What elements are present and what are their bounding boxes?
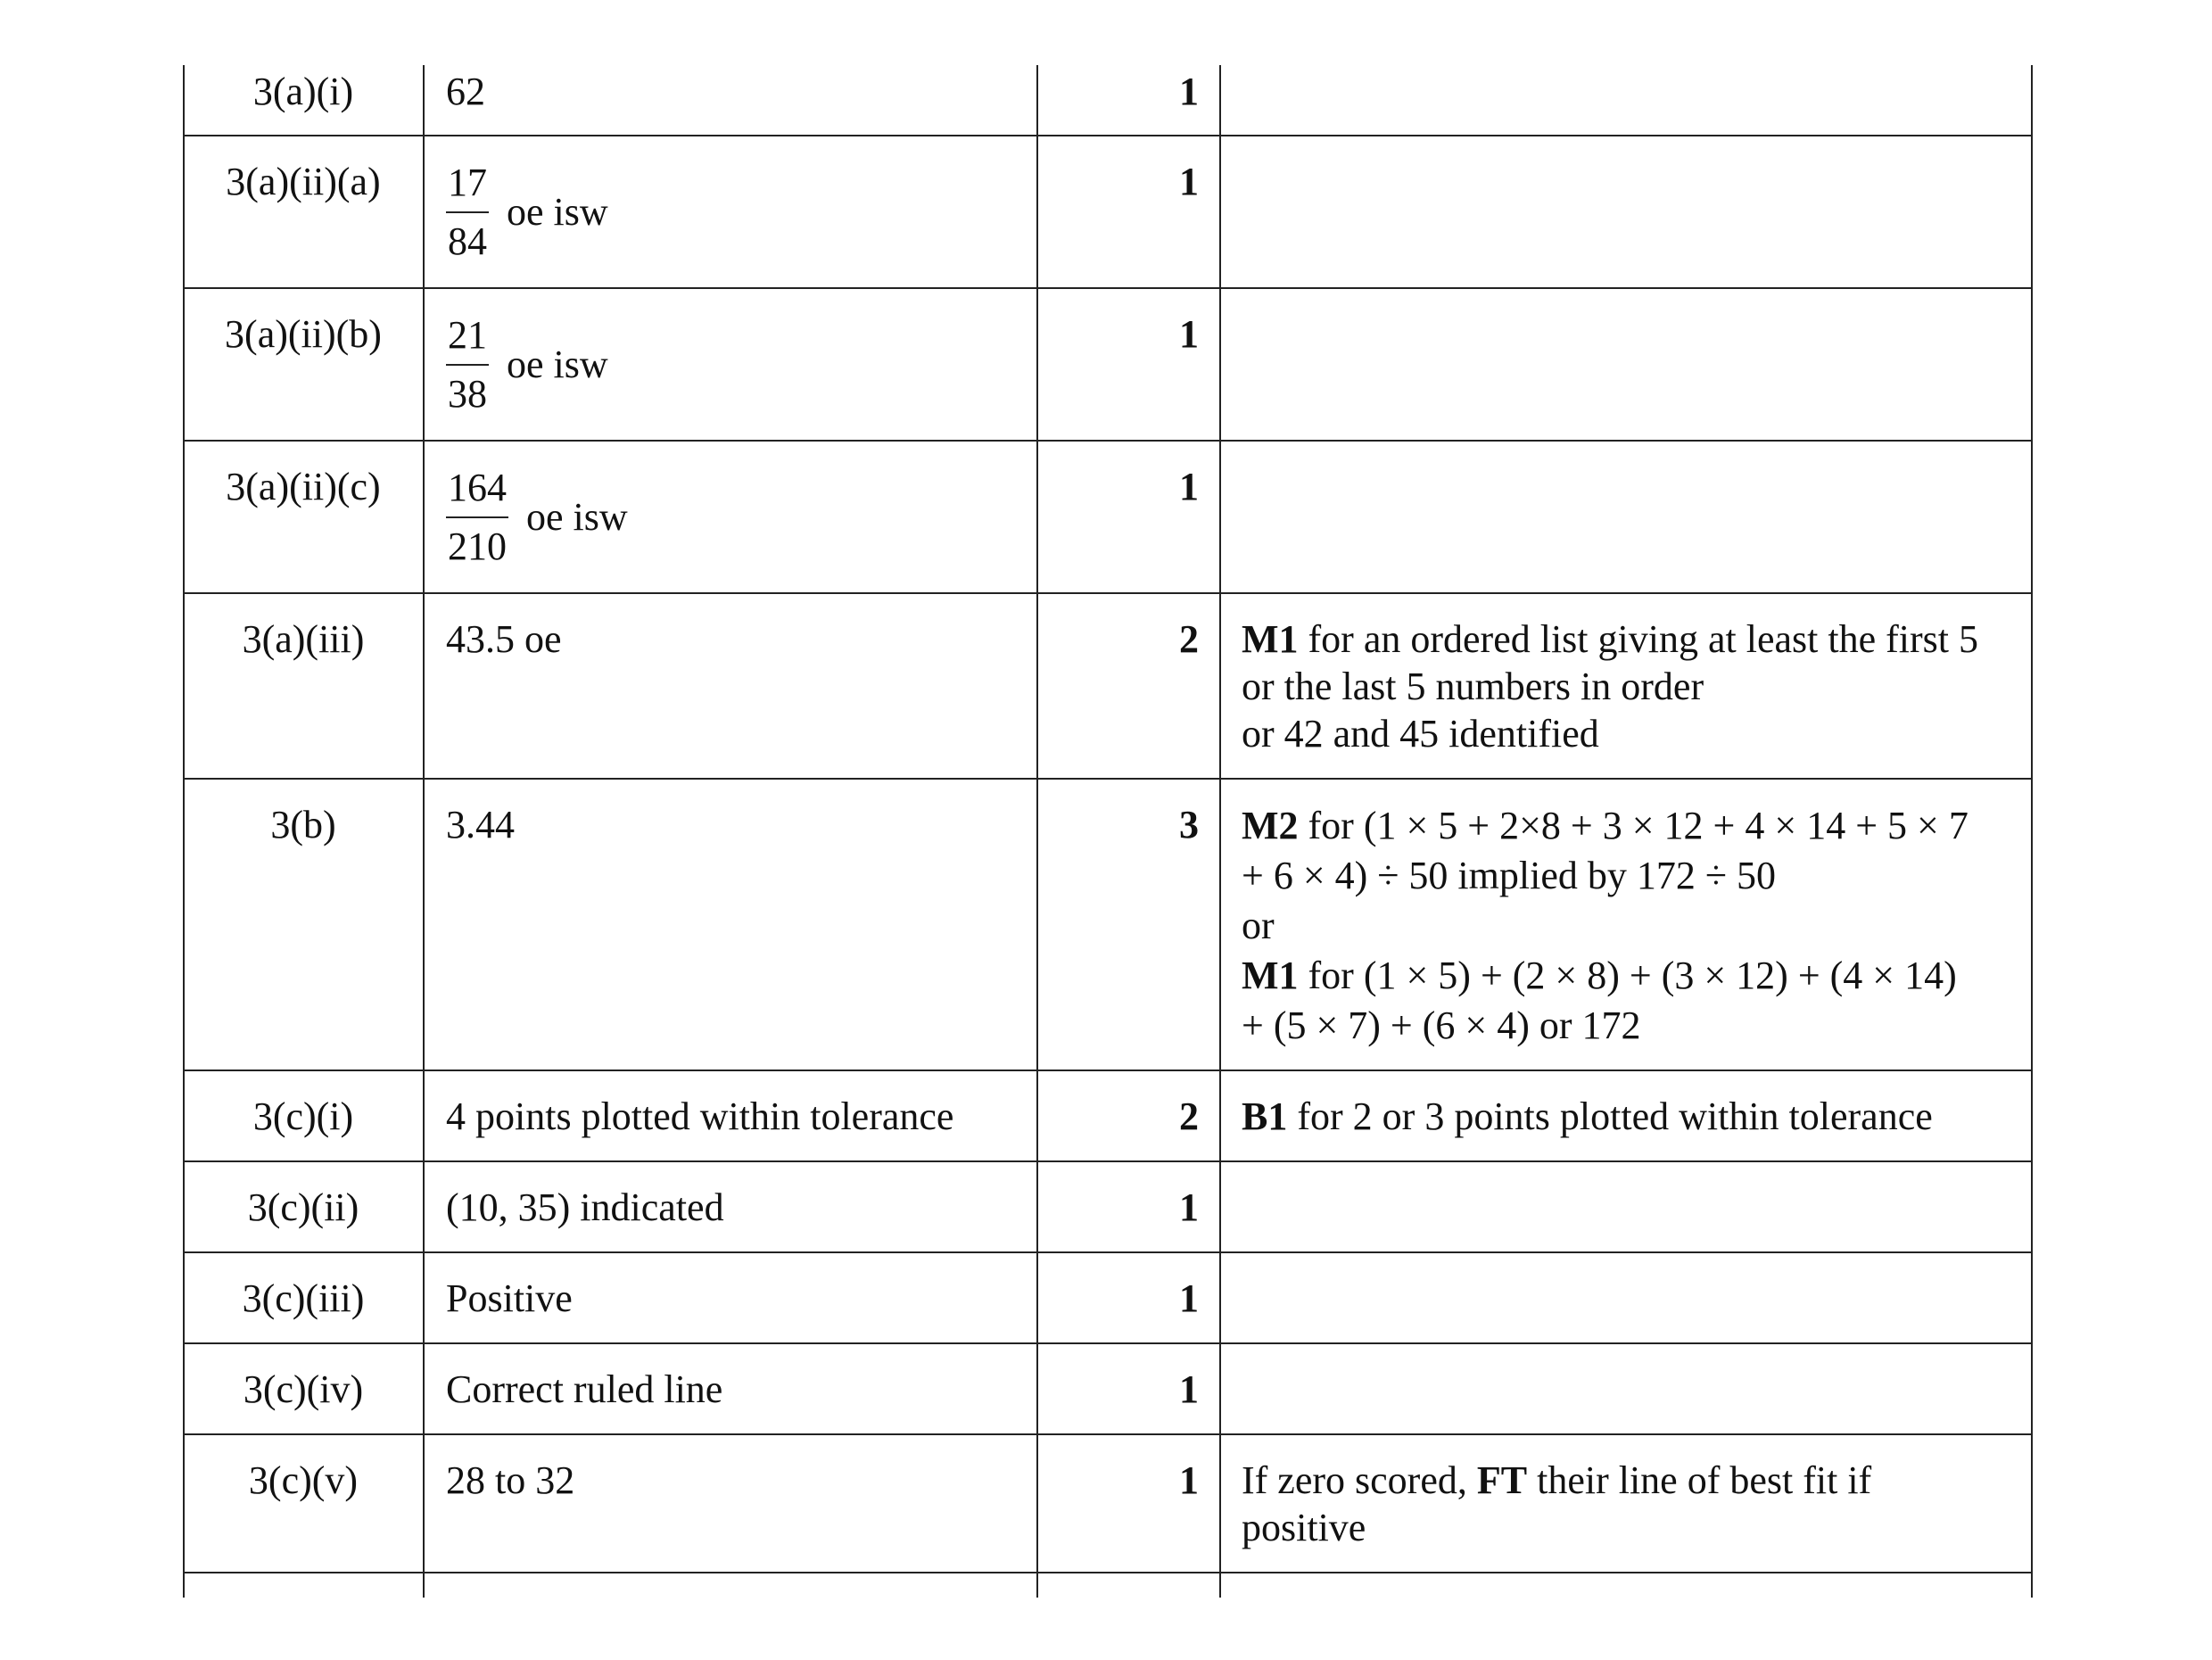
partial-marks (1222, 1435, 2032, 1572)
question-number: 3(a)(iii) (242, 617, 365, 661)
fraction-numerator: 17 (446, 160, 489, 213)
fraction-denominator: 210 (448, 524, 507, 568)
partial-marks (1222, 289, 2032, 440)
fraction-denominator: 84 (448, 219, 487, 263)
fraction-denominator: 38 (448, 372, 487, 416)
answer-suffix: oe isw (507, 343, 608, 386)
partial-marks (1222, 442, 2032, 592)
question-number: 3(c)(i) (252, 1094, 354, 1138)
marks: 1 (1179, 1185, 1199, 1229)
note-text: or 42 and 45 identified (1242, 712, 1599, 756)
answer: 3.44 (446, 803, 515, 847)
fraction-numerator: 164 (446, 465, 508, 518)
answer (425, 289, 1036, 440)
note-text: for 2 or 3 points plotted within tolerance (1287, 1094, 1933, 1138)
marks: 1 (1179, 465, 1199, 508)
answer: Correct ruled line (446, 1367, 723, 1411)
mark-code: M2 (1242, 804, 1299, 847)
note-text: + (5 × 7) + (6 × 4) or 172 (1242, 1003, 1641, 1047)
answer: 62 (446, 70, 485, 113)
table-row (184, 780, 2032, 1071)
note-text: for an ordered list giving at least the first 5 (1298, 617, 1978, 661)
mark-code: FT (1476, 1458, 1528, 1502)
question-number: 3(c)(v) (248, 1458, 359, 1502)
partial-marks (1222, 65, 2032, 135)
partial-marks (1222, 1253, 2032, 1342)
partial-marks (1222, 780, 2032, 1070)
mark-code: M1 (1242, 617, 1299, 661)
partial-marks (1222, 1071, 2032, 1160)
note-text: for (1 × 5) + (2 × 8) + (3 × 12) + (4 × 14) (1298, 954, 1957, 997)
fraction-numerator: 21 (446, 312, 489, 366)
note-text: their line of best fit if (1527, 1458, 1872, 1502)
answer (425, 136, 1036, 287)
table-row (184, 65, 2032, 136)
partial-marks (1222, 1344, 2032, 1433)
mark-code: B1 (1242, 1094, 1288, 1138)
answer-fraction (446, 312, 489, 417)
marks: 1 (1179, 1367, 1199, 1411)
answer-fraction (446, 465, 508, 570)
marks: 2 (1179, 1094, 1199, 1138)
marks: 3 (1179, 803, 1199, 847)
table-row (184, 442, 2032, 594)
question-number: 3(a)(ii)(c) (226, 465, 381, 508)
question-number: 3(c)(ii) (247, 1185, 359, 1229)
question-number: 3(c)(iv) (243, 1367, 364, 1411)
answer-suffix: oe isw (526, 495, 628, 539)
note-text: or the last 5 numbers in order (1242, 665, 1704, 708)
marks: 1 (1179, 312, 1199, 356)
answer: Positive (446, 1276, 573, 1320)
answer (425, 442, 1036, 592)
table-row (184, 1071, 2032, 1162)
mark-code: M1 (1242, 954, 1299, 997)
note-text: positive (1242, 1506, 1366, 1549)
answer: (10, 35) indicated (446, 1185, 724, 1229)
answer: 43.5 oe (446, 617, 562, 661)
table-row (184, 594, 2032, 780)
marks: 1 (1179, 1458, 1199, 1502)
marks: 2 (1179, 617, 1199, 661)
partial-marks (1222, 136, 2032, 287)
answer: 28 to 32 (446, 1458, 575, 1502)
question-number: 3(a)(ii)(a) (226, 160, 381, 203)
note-text: + 6 × 4) ÷ 50 implied by 172 ÷ 50 (1242, 854, 1777, 897)
table-row (184, 136, 2032, 289)
question-number: 3(a)(i) (252, 70, 354, 113)
note-text: for (1 × 5 + 2×8 + 3 × 12 + 4 × 14 + 5 × 7 (1298, 804, 1969, 847)
question-number: 3(c)(iii) (242, 1276, 365, 1320)
marks: 1 (1179, 70, 1199, 113)
answer-suffix: oe isw (507, 190, 608, 234)
marks: 1 (1179, 1276, 1199, 1320)
table-row (184, 1253, 2032, 1344)
partial-marks (1222, 1162, 2032, 1251)
note-text: If zero scored, (1242, 1458, 1477, 1502)
partial-marks (1222, 594, 2032, 778)
question-number: 3(b) (270, 803, 336, 847)
answer-fraction (446, 160, 489, 265)
marks: 1 (1179, 160, 1199, 203)
table-row (184, 1435, 2032, 1573)
question-number: 3(a)(ii)(b) (225, 312, 382, 356)
table-row (184, 1344, 2032, 1435)
note-or: or (1242, 904, 1275, 947)
table-row (184, 289, 2032, 442)
answer: 4 points plotted within tolerance (446, 1094, 954, 1138)
table-row (184, 1162, 2032, 1253)
